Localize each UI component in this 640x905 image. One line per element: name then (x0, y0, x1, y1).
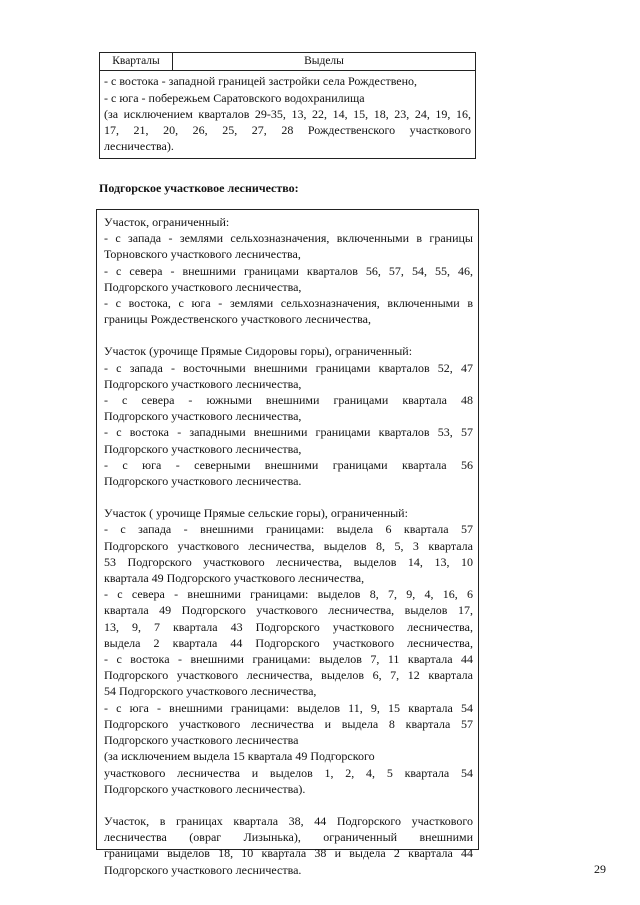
header-vydely: Выделы (304, 55, 344, 67)
table-line: лесничества). (104, 139, 174, 154)
table-line: - с востока - западной границей застройки села Рождествено, (104, 74, 418, 88)
plot-paragraph (104, 343, 473, 489)
paragraph-line: 54 Подгорского участкового лесничества, (104, 684, 317, 699)
paragraph-line: 13, 9, 7 квартала 43 Подгорского участкового лесничества, (104, 619, 473, 634)
paragraph-line: квартала 49 Подгорского участкового лесничества, выделов 17, (104, 603, 473, 618)
paragraph-line: - с запада - землями сельхозназначения, включенными в границы (104, 231, 473, 246)
header-kvartaly: Кварталы (100, 53, 173, 70)
paragraph-line: Участок ( урочище Прямые сельские горы), ограниченный: (104, 506, 408, 521)
plot-paragraph (104, 505, 473, 797)
paragraph-line: Торновского участкового лесничества, (104, 247, 301, 262)
paragraph-line: участкового лесничества и выделов 1, 2, 4, 5 квартала 54 (104, 765, 473, 780)
paragraph-line: - с востока - внешними границами: выделов 7, 11 квартала 44 (104, 652, 473, 667)
paragraph-line: Подгорского участкового лесничества, выделов 8, 5, 3 квартала (104, 538, 473, 553)
paragraph-line: Подгорского участкового лесничества. (104, 474, 302, 489)
paragraph-line: - с востока - западными внешними границами кварталов 53, 57 (104, 425, 473, 440)
table-line: - с юга - побережьем Саратовского водохранилища (104, 90, 365, 105)
paragraph-line: 53 Подгорского участкового лесничества, выделов 14, 13, 10 (104, 554, 473, 569)
table-line: 17, 21, 20, 26, 25, 27, 28 Рождественского участкового (104, 123, 471, 138)
paragraph-line: - с севера - внешними границами: выделов 8, 7, 9, 4, 16, 6 (104, 587, 473, 602)
paragraph-line: Участок (урочище Прямые Сидоровы горы), ограниченный: (104, 344, 413, 359)
paragraph-line: Подгорского участкового лесничества, выделов 6, 7, 12 квартала (104, 668, 473, 683)
paragraph-line: Подгорского участкового лесничества. (104, 862, 302, 877)
paragraph-line: Участок, в границах квартала 38, 44 Подгорского участкового (104, 813, 473, 828)
paragraph-line: - с севера - южными внешними границами квартала 48 (104, 393, 473, 408)
paragraph-line: Подгорского участкового лесничества, (104, 376, 302, 391)
paragraph-line: - с севера - внешними границами кварталов 56, 57, 54, 55, 46, (104, 263, 473, 278)
page-number: 29 (594, 862, 606, 876)
paragraph-line: Подгорского участкового лесничества). (104, 781, 306, 796)
plots-description-box (96, 209, 479, 877)
paragraph-line: выдела 2 квартала 44 Подгорского участкового лесничества, (104, 635, 473, 650)
paragraph-line: Участок, ограниченный: (104, 215, 230, 229)
paragraph-line: Подгорского участкового лесничества и выдела 8 квартала 57 (104, 716, 473, 731)
table-header-row (100, 53, 475, 71)
paragraph-line: Подгорского участкового лесничества (104, 733, 299, 748)
paragraph-line: Подгорского участкового лесничества, (104, 279, 302, 294)
section-title: Подгорское участковое лесничество: (99, 181, 299, 195)
paragraph-line: (за исключением выдела 15 квартала 49 Подгорского (104, 749, 375, 764)
paragraph-line: Подгорского участкового лесничества, (104, 409, 302, 424)
plot-paragraph (104, 214, 473, 327)
plot-paragraph (104, 813, 473, 878)
paragraph-line: - с юга - северными внешними границами квартала 56 (104, 457, 473, 472)
paragraph-line: лесничества (овраг Лизынька), ограниченный внешними (104, 830, 473, 845)
paragraph-line: - с юга - внешними границами: выделов 11, 9, 15 квартала 54 (104, 700, 473, 715)
paragraph-line: квартала 49 Подгорского участкового лесничества, (104, 571, 365, 586)
paragraph-line: - с запада - восточными внешними границами кварталов 52, 47 (104, 360, 473, 375)
table-line: (за исключением кварталов 29-35, 13, 22, 14, 15, 18, 23, 24, 19, 16, (104, 107, 471, 121)
table-body-cell (100, 71, 475, 158)
paragraph-line: - с запада - внешними границами: выдела 6 квартала 57 (104, 522, 473, 537)
paragraph-line: Подгорского участкового лесничества, (104, 441, 302, 456)
boundaries-table (99, 52, 476, 159)
paragraph-line: - с востока, с юга - землями сельхозназначения, включенными в (104, 296, 473, 311)
paragraph-line: границами выделов 18, 10 квартала 38 и выдела 2 квартала 44 (104, 846, 473, 861)
paragraph-line: границы Рождественского участкового лесничества, (104, 312, 371, 327)
